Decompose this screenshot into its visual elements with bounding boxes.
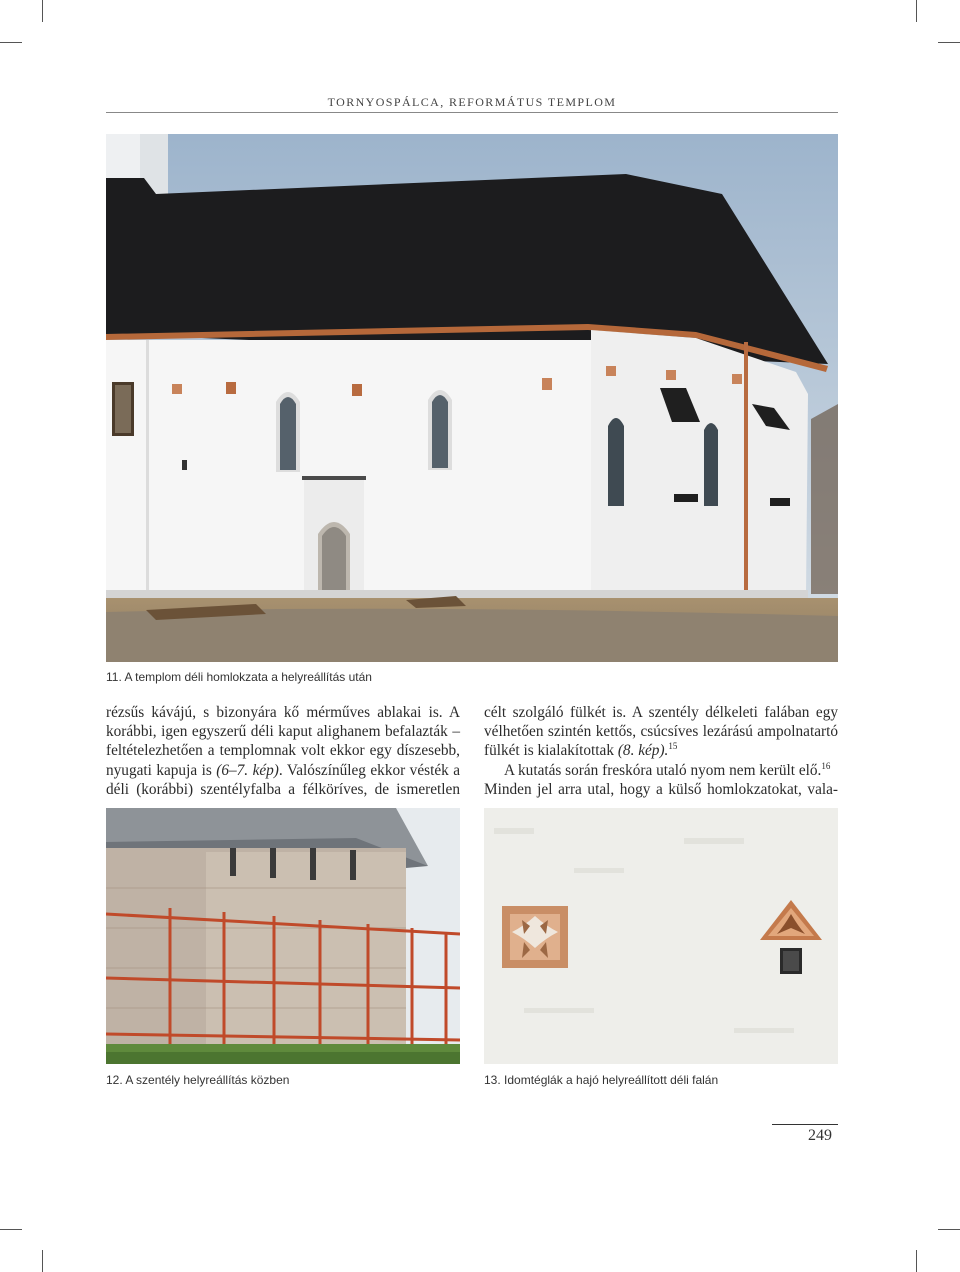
left-text-column [106,703,460,799]
body-paragraph [484,761,838,780]
crop-mark [42,0,43,22]
figure-11-photo [106,134,838,662]
footnote-marker: 16 [821,760,831,771]
page-number: 249 [808,1127,832,1144]
figure-13-caption: 13. Idomtéglák a hajó helyreállított déli falán [484,1073,719,1087]
crop-mark [938,42,960,43]
body-paragraph [484,703,838,761]
body-text: Minden jel arra utal, hogy a külső homlokzatokat, vala- [484,780,838,798]
figure-reference: (8. kép). [617,742,669,760]
body-paragraph [106,703,460,799]
figure-13-photo [484,808,838,1064]
figure-11-caption: 11. A templom déli homlokzata a helyreállítás után [106,670,372,684]
body-text: rézsűs kávájú, s bizonyára kő mérműves ablakai is. A korábbi, igen egyszerű déli kaput alighanem befalazták – feltételezhetően a templomnak volt ekkor egy díszesebb, nyugati kapuja is [106,704,460,779]
figure-reference: (6–7. kép) [216,761,279,779]
crop-mark [42,1250,43,1272]
figure-12-photo [106,808,460,1064]
crop-mark [0,1229,22,1230]
body-paragraph [484,780,838,799]
running-head: TORNYOSPÁLCA, REFORMÁTUS TEMPLOM [327,95,617,109]
body-text: A kutatás során freskóra utaló nyom nem került elő. [504,761,822,779]
page-number-rule [772,1124,838,1125]
body-text: célt szolgáló fülkét is. A szentély délkeleti falában egy vélhetően szintén kettős, csúcsíves lezárású ampolnatartó fülkét is kialakítottak [484,704,838,760]
footnote-marker: 15 [668,741,678,752]
body-text: . Valószínűleg ekkor vésték a déli (korábbi) szentélyfalba a félköríves, de ismeretlen [106,761,461,798]
crop-mark [916,1250,917,1272]
crop-mark [916,0,917,22]
crop-mark [0,42,22,43]
crop-mark [938,1229,960,1230]
figure-12-caption: 12. A szentély helyreállítás közben [106,1073,290,1087]
right-text-column [484,703,838,799]
header-rule [106,112,838,113]
